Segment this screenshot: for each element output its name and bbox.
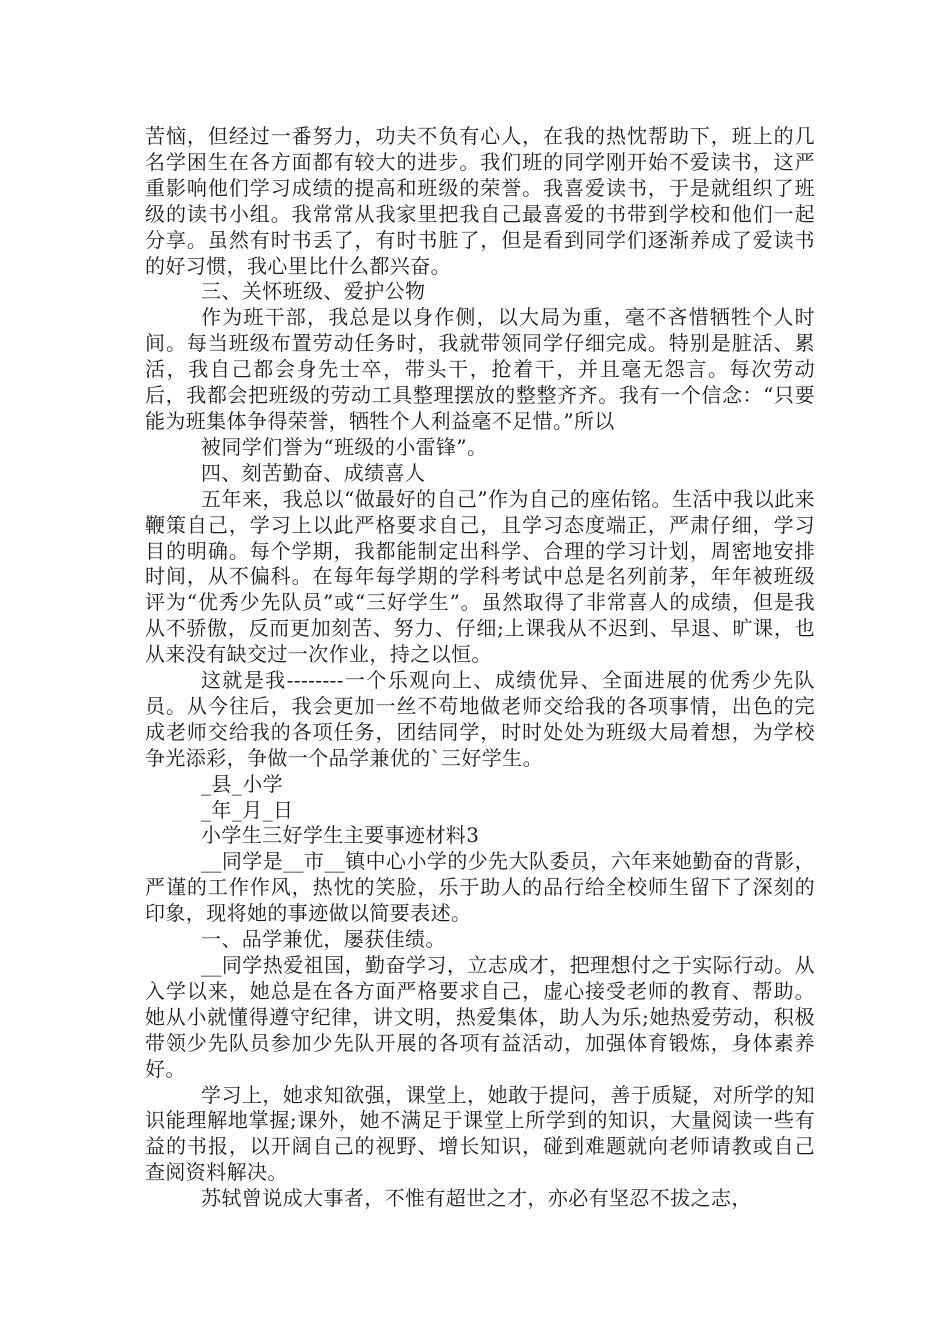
paragraph-2: 作为班干部，我总是以身作侧，以大局为重，毫不吝惜牺牲个人时间。每当班级布置劳动任务时，我就带领同学仔细完成。特别是脏活、累活，我自己都会身先士卒，带头干，抢着干，并且毫无怨言。每次劳动后，我都会把班级的劳动工具整理摆放的整整齐齐。我有一个信念：“只要能为班集体争得荣誉，牺牲个人利益毫不足惜。”所以: [145, 305, 815, 433]
signature-date: _年_月_日: [201, 797, 294, 822]
paragraph-7: __同学热爱祖国，勤奋学习，立志成才，把理想付之于实际行动。从入学以来，她总是在各方面严格要求自己，虚心接受老师的教育、帮助。她从小就懂得遵守纪律，讲文明，热爱集体，助人为乐;她热爱劳动，积极带领少先队员参加少先队开展的各项有益活动，加强体育锻炼，身体素养好。: [145, 953, 815, 1081]
document-page: [145, 124, 815, 1212]
paragraph-4: 五年来，我总以“做最好的自己”作为自己的座佑铭。生活中我以此来鞭策自己，学习上以此严格要求自己，且学习态度端正，严肃仔细，学习目的明确。每个学期，我都能制定出科学、合理的学习计划，周密地安排时间，从不偏科。在每年每学期的学科考试中总是名列前茅，年年被班级评为“优秀少先队员”或“三好学生”。虽然取得了非常喜人的成绩，但是我从不骄傲，反而更加刻苦、努力、仔细;上课我从不迟到、早退、旷课，也从来没有缺交过一次作业，持之以恒。: [145, 486, 815, 667]
section-heading-3: 三、关怀班级、爱护公物: [201, 279, 426, 304]
section-heading-4: 四、刻苦勤奋、成绩喜人: [201, 460, 426, 485]
paragraph-9: 苏轼曾说成大事者，不惟有超世之才，亦必有坚忍不拔之志，: [201, 1186, 752, 1211]
paragraph-3: 被同学们誉为“班级的小雷锋”。: [201, 434, 488, 459]
signature-school: _县_小学: [201, 771, 283, 796]
paragraph-1: 苦恼，但经过一番努力，功夫不负有心人，在我的热忱帮助下，班上的几名学困生在各方面都有较大的进步。我们班的同学刚开始不爱读书，这严重影响他们学习成绩的提高和班级的荣誉。我喜爱读书，于是就组织了班级的读书小组。我常常从我家里把我自己最喜爱的书带到学校和他们一起分享。虽然有时书丢了，有时书脏了，但是看到同学们逐渐养成了爱读书的好习惯，我心里比什么都兴奋。: [145, 124, 815, 278]
paragraph-6: __同学是__市__镇中心小学的少先大队委员，六年来她勤奋的背影，严谨的工作作风，热忱的笑脸，乐于助人的品行给全校师生留下了深刻的印象，现将她的事迹做以简要表述。: [145, 849, 815, 926]
section-heading-1: 一、品学兼优，屡获佳绩。: [201, 927, 446, 952]
document-subtitle: 小学生三好学生主要事迹材料3: [201, 823, 480, 848]
paragraph-8: 学习上，她求知欲强，课堂上，她敢于提问，善于质疑，对所学的知识能理解地掌握;课外，她不满足于课堂上所学到的知识，大量阅读一些有益的书报，以开阔自己的视野、增长知识，碰到难题就向老师请教或自己查阅资料解决。: [145, 1082, 815, 1185]
paragraph-5: 这就是我--------一个乐观向上、成绩优异、全面进展的优秀少先队员。从今往后，我会更加一丝不苟地做老师交给我的各项事情，出色的完成老师交给我的各项任务，团结同学，时时处处为班级大局着想，为学校争光添彩，争做一个品学兼优的`三好学生。: [145, 668, 815, 770]
